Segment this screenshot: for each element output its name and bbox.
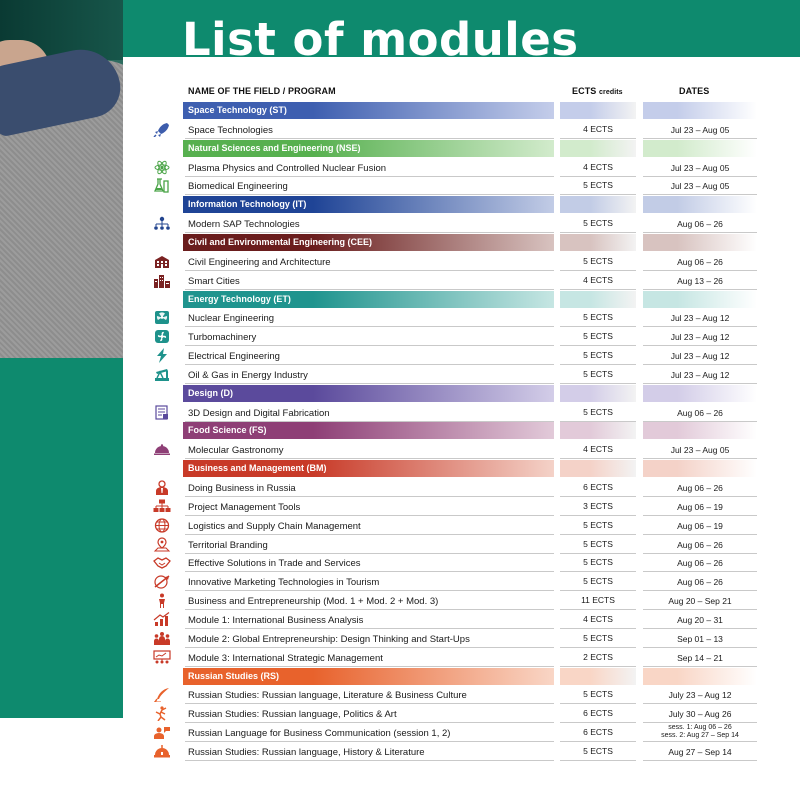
category-ects-bar <box>560 196 636 213</box>
module-name: Territorial Branding <box>188 539 268 551</box>
module-row <box>0 327 800 346</box>
category-row <box>0 195 800 214</box>
handshake-icon <box>153 555 171 570</box>
module-ects: 5 ECTS <box>583 406 613 417</box>
lightning-icon <box>153 348 171 363</box>
module-row <box>0 120 800 139</box>
module-name: Russian Studies: Russian language, History & Literature <box>188 746 425 758</box>
radiation-icon <box>153 310 171 325</box>
category-dates-bar <box>643 291 757 308</box>
category-label: Energy Technology (ET) <box>188 293 291 304</box>
module-dates: Sep 01 – 13 <box>677 633 723 644</box>
row-divider <box>643 760 757 761</box>
speaker-icon <box>153 725 171 740</box>
module-dates: Jul 23 – Aug 05 <box>670 162 730 173</box>
module-row <box>0 685 800 704</box>
category-dates-bar <box>643 234 757 251</box>
module-dates: Aug 06 – 26 <box>677 577 723 588</box>
module-ects: 6 ECTS <box>583 708 613 719</box>
header-ects-small: credits <box>599 89 623 96</box>
plane-globe-icon <box>153 574 171 589</box>
module-ects: 5 ECTS <box>583 368 613 379</box>
module-row <box>0 308 800 327</box>
module-ects: 6 ECTS <box>583 482 613 492</box>
category-dates-bar <box>643 196 757 213</box>
module-name: 3D Design and Digital Fabrication <box>188 407 330 419</box>
category-ects-bar <box>560 668 636 685</box>
category-row <box>0 421 800 440</box>
module-name: Oil & Gas in Energy Industry <box>188 369 308 381</box>
module-ects: 5 ECTS <box>583 538 613 549</box>
header-ects <box>572 86 623 96</box>
module-name: Russian Studies: Russian language, Literature & Business Culture <box>188 690 467 702</box>
module-dates: Aug 06 – 26 <box>677 256 723 267</box>
module-ects: 6 ECTS <box>583 727 613 738</box>
category-label: Information Technology (IT) <box>188 199 307 210</box>
module-dates: Aug 27 – Sep 14 <box>668 746 732 757</box>
module-name: Business and Entrepreneurship (Mod. 1 + Mod. 2 + Mod. 3) <box>188 596 439 608</box>
category-label: Space Technology (ST) <box>188 105 287 115</box>
module-ects: 5 ECTS <box>583 218 613 229</box>
category-ects-bar <box>560 291 636 308</box>
presentation-icon <box>153 650 171 665</box>
module-dates: Jul 23 – Aug 12 <box>670 351 730 362</box>
category-bar <box>183 196 554 213</box>
cloche-icon <box>153 442 171 457</box>
module-name: Module 3: International Strategic Management <box>188 652 383 664</box>
module-row <box>0 610 800 629</box>
module-ects: 4 ECTS <box>583 161 613 172</box>
module-dates: Jul 23 – Aug 05 <box>670 181 730 192</box>
module-name: Molecular Gastronomy <box>188 445 284 457</box>
businessman-icon <box>153 480 171 495</box>
category-ects-bar <box>560 234 636 251</box>
category-ects-bar <box>560 385 636 402</box>
module-name: Project Management Tools <box>188 501 301 513</box>
module-name: Russian Studies: Russian language, Politics & Art <box>188 709 397 721</box>
module-name: Civil Engineering and Architecture <box>188 256 331 268</box>
oil-pump-icon <box>153 367 171 382</box>
module-dates: Aug 06 – 26 <box>677 219 723 230</box>
module-name: Module 2: Global Entrepreneurship: Design Thinking and Start-Ups <box>188 633 470 645</box>
category-ects-bar <box>560 102 636 119</box>
module-name: Russian Language for Business Communication (session 1, 2) <box>188 728 451 740</box>
module-name: Turbomachinery <box>188 332 257 344</box>
module-ects: 5 ECTS <box>583 519 613 530</box>
module-name: Space Technologies <box>188 124 273 136</box>
module-name: Module 1: International Business Analysis <box>188 614 364 626</box>
module-row <box>0 365 800 384</box>
module-name: Modern SAP Technologies <box>188 219 300 231</box>
globe-icon <box>153 518 171 533</box>
category-bar <box>183 385 554 402</box>
category-row <box>0 459 800 478</box>
flask-icon <box>153 178 171 193</box>
category-dates-bar <box>643 385 757 402</box>
rocket-icon <box>153 122 171 137</box>
module-row <box>0 403 800 422</box>
module-name: Innovative Marketing Technologies in Tourism <box>188 577 380 589</box>
category-bar <box>183 460 554 477</box>
module-dates: Jul 23 – Aug 12 <box>670 369 730 380</box>
category-label: Natural Sciences and Engineering (NSE) <box>188 142 361 153</box>
turbine-icon <box>153 329 171 344</box>
module-dates: July 30 – Aug 26 <box>668 709 732 720</box>
module-dates: Aug 20 – Sep 21 <box>668 596 732 607</box>
module-row <box>0 553 800 572</box>
module-dates-line1: sess. 1: Aug 06 – 26 <box>668 724 732 732</box>
module-ects: 5 ECTS <box>583 557 613 568</box>
category-bar <box>183 102 554 119</box>
category-row <box>0 233 800 252</box>
module-row <box>0 346 800 365</box>
category-dates-bar <box>643 668 757 685</box>
module-ects: 4 ECTS <box>583 123 613 134</box>
team-icon <box>153 631 171 646</box>
header-field: NAME OF THE FIELD / PROGRAM <box>188 86 336 96</box>
module-row <box>0 497 800 516</box>
category-bar <box>183 291 554 308</box>
category-ects-bar <box>560 140 636 157</box>
atom-icon <box>153 160 171 175</box>
module-row <box>0 572 800 591</box>
org-chart-icon <box>153 499 171 514</box>
category-label: Design (D) <box>188 387 233 398</box>
module-ects: 5 ECTS <box>583 255 613 266</box>
module-dates: Aug 06 – 26 <box>677 483 723 493</box>
module-name: Nuclear Engineering <box>188 313 275 325</box>
building-icon <box>153 254 171 269</box>
dancer-icon <box>153 706 171 721</box>
module-row <box>0 516 800 535</box>
category-row <box>0 290 800 309</box>
module-dates: Aug 20 – 31 <box>677 614 723 625</box>
module-ects: 5 ECTS <box>583 331 613 342</box>
module-row <box>0 591 800 610</box>
header-dates: DATES <box>679 86 710 96</box>
module-ects: 5 ECTS <box>583 312 613 323</box>
category-label: Business and Management (BM) <box>188 463 327 474</box>
module-row <box>0 742 800 761</box>
module-row <box>0 252 800 271</box>
module-ects: 4 ECTS <box>583 274 613 285</box>
module-ects: 5 ECTS <box>583 632 613 643</box>
module-dates: Aug 13 – 26 <box>677 275 723 286</box>
module-row <box>0 158 800 177</box>
module-row <box>0 629 800 648</box>
module-ects: 3 ECTS <box>583 500 613 511</box>
module-row <box>0 723 800 742</box>
module-dates: Aug 06 – 26 <box>677 558 723 569</box>
module-row <box>0 478 800 497</box>
module-ects: 5 ECTS <box>583 745 613 756</box>
module-ects: 11 ECTS <box>581 595 615 606</box>
module-ects: 4 ECTS <box>583 444 613 455</box>
category-bar <box>183 140 554 157</box>
module-name: Logistics and Supply Chain Management <box>188 520 361 532</box>
module-row <box>0 176 800 195</box>
module-name: Effective Solutions in Trade and Services <box>188 558 361 570</box>
module-name: Doing Business in Russia <box>188 483 296 494</box>
module-dates: Aug 06 – 19 <box>677 501 723 512</box>
module-row <box>0 271 800 290</box>
category-bar <box>183 234 554 251</box>
module-dates: Aug 06 – 19 <box>677 520 723 531</box>
category-label: Civil and Environmental Engineering (CEE) <box>188 236 373 247</box>
page-title: List of modules <box>182 13 579 66</box>
module-dates: Jul 23 – Aug 05 <box>670 445 730 456</box>
category-dates-bar <box>643 422 757 439</box>
module-ects: 2 ECTS <box>583 651 613 662</box>
module-name: Smart Cities <box>188 275 240 287</box>
map-pin-icon <box>153 537 171 552</box>
design-icon <box>153 405 171 420</box>
module-dates: Sep 14 – 21 <box>677 652 723 663</box>
row-divider <box>185 760 554 761</box>
module-dates: Jul 23 – Aug 05 <box>670 124 730 135</box>
quill-icon <box>153 687 171 702</box>
category-dates-bar <box>643 140 757 157</box>
module-ects: 5 ECTS <box>583 350 613 361</box>
category-dates-bar <box>643 460 757 477</box>
city-icon <box>153 273 171 288</box>
network-icon <box>153 216 171 231</box>
category-ects-bar <box>560 422 636 439</box>
module-dates: Jul 23 – Aug 12 <box>670 332 730 343</box>
category-label: Food Science (FS) <box>188 425 267 436</box>
helmet-icon <box>153 744 171 759</box>
category-bar <box>183 422 554 439</box>
module-ects: 5 ECTS <box>583 576 613 587</box>
module-ects: 5 ECTS <box>583 689 613 700</box>
category-ects-bar <box>560 460 636 477</box>
module-ects: 4 ECTS <box>583 613 613 624</box>
module-dates-line2: sess. 2: Aug 27 – Sep 14 <box>661 732 739 740</box>
category-label: Russian Studies (RS) <box>188 670 280 681</box>
category-bar <box>183 668 554 685</box>
row-divider <box>560 760 636 761</box>
module-name: Plasma Physics and Controlled Nuclear Fusion <box>188 162 387 174</box>
module-dates: July 23 – Aug 12 <box>668 690 732 701</box>
module-row <box>0 704 800 723</box>
person-icon <box>153 593 171 608</box>
category-row <box>0 139 800 158</box>
module-dates: Jul 23 – Aug 12 <box>670 313 730 324</box>
growth-chart-icon <box>153 612 171 627</box>
module-dates <box>643 724 757 740</box>
category-row <box>0 667 800 686</box>
module-dates: Aug 06 – 26 <box>677 407 723 418</box>
module-dates: Aug 06 – 26 <box>677 539 723 550</box>
module-row <box>0 214 800 233</box>
module-ects: 5 ECTS <box>583 180 613 191</box>
module-row <box>0 440 800 459</box>
header-ects-main: ECTS <box>572 86 597 96</box>
module-row <box>0 648 800 667</box>
module-row <box>0 535 800 554</box>
module-name: Biomedical Engineering <box>188 181 288 193</box>
category-row <box>0 101 800 120</box>
category-row <box>0 384 800 403</box>
module-name: Electrical Engineering <box>188 351 280 363</box>
category-dates-bar <box>643 102 757 119</box>
